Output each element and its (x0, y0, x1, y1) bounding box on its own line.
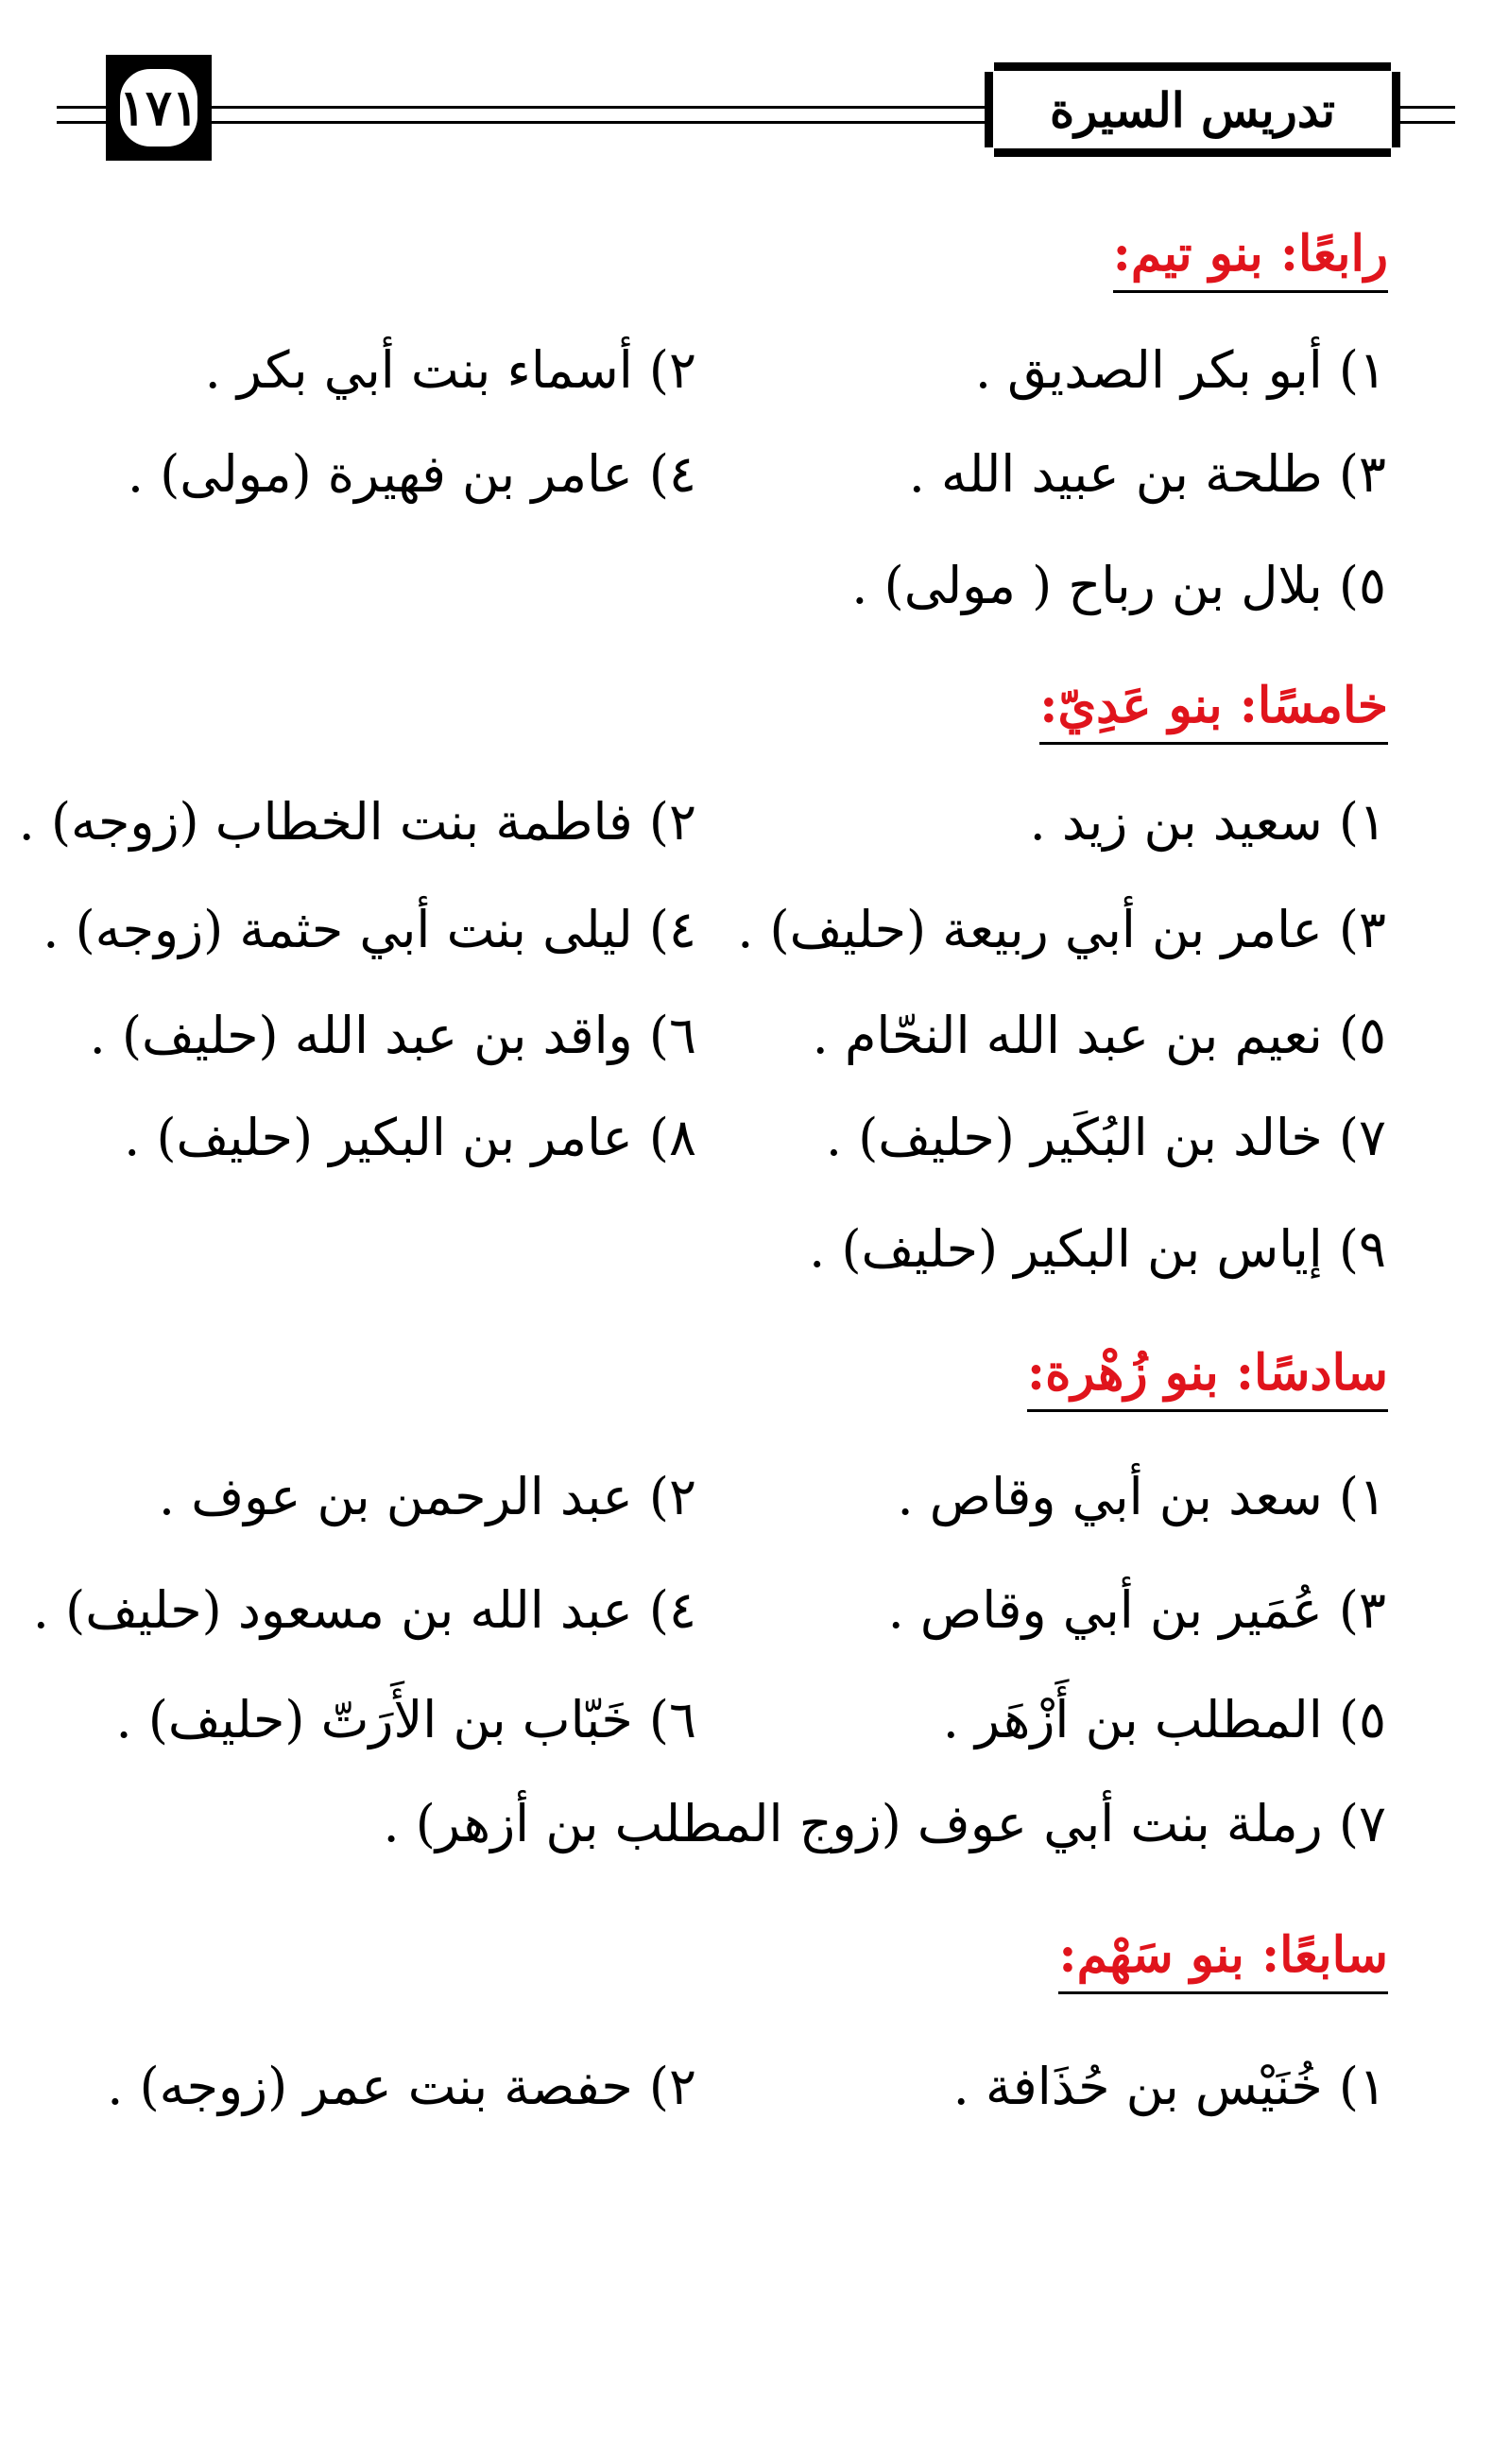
list-item: ٥) بلال بن رباح ( مولى) . (851, 556, 1386, 615)
section-heading-banu-zuhra: سادسًا: بنو زُهْرة: (1027, 1342, 1388, 1412)
list-item: ١) سعيد بن زيد . (1029, 792, 1386, 852)
list-item: ٢) أسماء بنت أبي بكر . (204, 340, 696, 400)
ornament-corner (1391, 147, 1400, 157)
list-item: ٣) عُمَير بن أبي وقاص . (887, 1580, 1386, 1640)
list-item: ٢) فاطمة بنت الخطاب (زوجه) . (18, 792, 696, 852)
list-item: ٩) إياس بن البكير (حليف) . (809, 1219, 1386, 1279)
list-item: ٢) عبد الرحمن بن عوف . (158, 1467, 696, 1526)
list-item: ٨) عامر بن البكير (حليف) . (124, 1108, 696, 1167)
ornament-corner (1391, 62, 1400, 72)
book-title: تدريس السيرة (990, 68, 1395, 151)
list-item: ١) خُنَيْس بن حُذَافة . (952, 2057, 1386, 2116)
list-item: ٧) خالد بن البُكَير (حليف) . (825, 1108, 1386, 1167)
list-item: ٧) رملة بنت أبي عوف (زوج المطلب بن أزهر) . (383, 1794, 1386, 1853)
list-item: ٥) نعيم بن عبد الله النحّام . (812, 1006, 1386, 1065)
ornament-corner (985, 147, 994, 157)
section-heading-banu-adi: خامسًا: بنو عَدِيّ: (1039, 675, 1388, 745)
list-item: ١) سعد بن أبي وقاص . (897, 1467, 1386, 1526)
list-item: ٥) المطلب بن أَزْهَر . (942, 1690, 1386, 1749)
list-item: ٣) عامر بن أبي ربيعة (حليف) . (737, 900, 1386, 959)
section-heading-banu-sahm: سابعًا: بنو سَهْم: (1058, 1924, 1388, 1994)
list-item: ٦) واقد بن عبد الله (حليف) . (89, 1006, 696, 1065)
ornament-corner (985, 62, 994, 72)
book-title-box (985, 62, 1400, 157)
list-item: ٤) ليلى بنت أبي حثمة (زوجه) . (43, 900, 696, 959)
page-number: ١٧١ (116, 65, 201, 150)
section-heading-banu-taym: رابعًا: بنو تيم: (1113, 223, 1388, 293)
list-item: ٤) عبد الله بن مسعود (حليف) . (32, 1580, 696, 1640)
list-item: ٢) حفصة بنت عمر (زوجه) . (107, 2057, 696, 2116)
list-item: ٤) عامر بن فهيرة (مولى) . (127, 444, 696, 504)
list-item: ١) أبو بكر الصديق . (974, 340, 1386, 400)
list-item: ٦) خَبّاب بن الأَرَتّ (حليف) . (115, 1690, 696, 1749)
list-item: ٣) طلحة بن عبيد الله . (908, 444, 1386, 504)
page-number-box (106, 55, 212, 161)
